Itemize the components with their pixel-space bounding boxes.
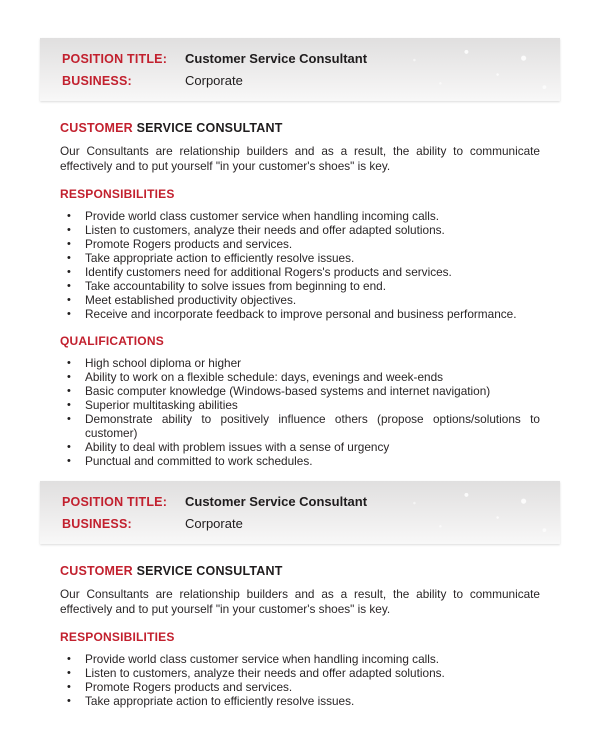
job-title-heading: [60, 121, 540, 136]
position-title-value: Customer Service Consultant: [185, 494, 368, 509]
intro-paragraph: Our Consultants are relationship builders and as a result, the ability to communicate effectively and to put yourself "in your customer's shoes" is key.: [60, 144, 540, 173]
business-row: [62, 513, 538, 535]
qualification-item: • Punctual and committed to work schedules.: [60, 454, 540, 468]
responsibilities-list: [60, 209, 540, 321]
responsibility-item: • Provide world class customer service when handling incoming calls.: [60, 652, 540, 666]
responsibility-item: • Provide world class customer service when handling incoming calls.: [60, 209, 540, 223]
responsibility-item: • Meet established productivity objectives.: [60, 293, 540, 307]
position-header: [40, 38, 560, 101]
job-title-rest-part: SERVICE CONSULTANT: [132, 564, 283, 578]
responsibility-item: • Listen to customers, analyze their needs and offer adapted solutions.: [60, 666, 540, 680]
job-title-red-part: CUSTOMER: [60, 564, 133, 578]
job-section-1: [40, 38, 560, 468]
responsibility-item: • Take accountability to solve issues from beginning to end.: [60, 279, 540, 293]
job-title-heading: [60, 564, 540, 579]
business-value: Corporate: [185, 516, 243, 531]
responsibilities-heading: RESPONSIBILITIES: [60, 630, 175, 644]
job-section-2: [40, 481, 560, 708]
position-title-row: [62, 48, 538, 70]
job-title-rest-part: SERVICE CONSULTANT: [132, 121, 283, 135]
intro-paragraph: Our Consultants are relationship builders and as a result, the ability to communicate effectively and to put yourself "in your customer's shoes" is key.: [60, 587, 540, 616]
position-title-label: POSITION TITLE:: [62, 495, 168, 509]
position-title-label: POSITION TITLE:: [62, 52, 168, 66]
qualification-item: • Demonstrate ability to positively influence others (propose options/solutions to customer): [60, 412, 540, 440]
qualification-item: • High school diploma or higher: [60, 356, 540, 370]
responsibility-item: • Promote Rogers products and services.: [60, 237, 540, 251]
section-body: [40, 544, 560, 708]
qualification-item: • Ability to deal with problem issues with a sense of urgency: [60, 440, 540, 454]
responsibility-item: • Receive and incorporate feedback to improve personal and business performance.: [60, 307, 540, 321]
business-label: BUSINESS:: [62, 74, 132, 88]
position-title-value: Customer Service Consultant: [185, 51, 368, 66]
responsibility-item: • Take appropriate action to efficiently resolve issues.: [60, 694, 540, 708]
business-row: [62, 70, 538, 92]
qualification-item: • Ability to work on a flexible schedule: days, evenings and week-ends: [60, 370, 540, 384]
business-value: Corporate: [185, 73, 243, 88]
position-title-row: [62, 491, 538, 513]
job-title-red-part: CUSTOMER: [60, 121, 133, 135]
responsibility-item: • Promote Rogers products and services.: [60, 680, 540, 694]
responsibility-item: • Identify customers need for additional Rogers's products and services.: [60, 265, 540, 279]
business-label: BUSINESS:: [62, 517, 132, 531]
responsibility-item: • Take appropriate action to efficiently resolve issues.: [60, 251, 540, 265]
responsibilities-list: [60, 652, 540, 708]
qualifications-heading: QUALIFICATIONS: [60, 334, 164, 348]
qualifications-list: [60, 356, 540, 468]
responsibilities-heading: RESPONSIBILITIES: [60, 187, 175, 201]
qualification-item: • Superior multitasking abilities: [60, 398, 540, 412]
qualification-item: • Basic computer knowledge (Windows-based systems and internet navigation): [60, 384, 540, 398]
section-body: [40, 101, 560, 468]
responsibility-item: • Listen to customers, analyze their needs and offer adapted solutions.: [60, 223, 540, 237]
position-header: [40, 481, 560, 544]
